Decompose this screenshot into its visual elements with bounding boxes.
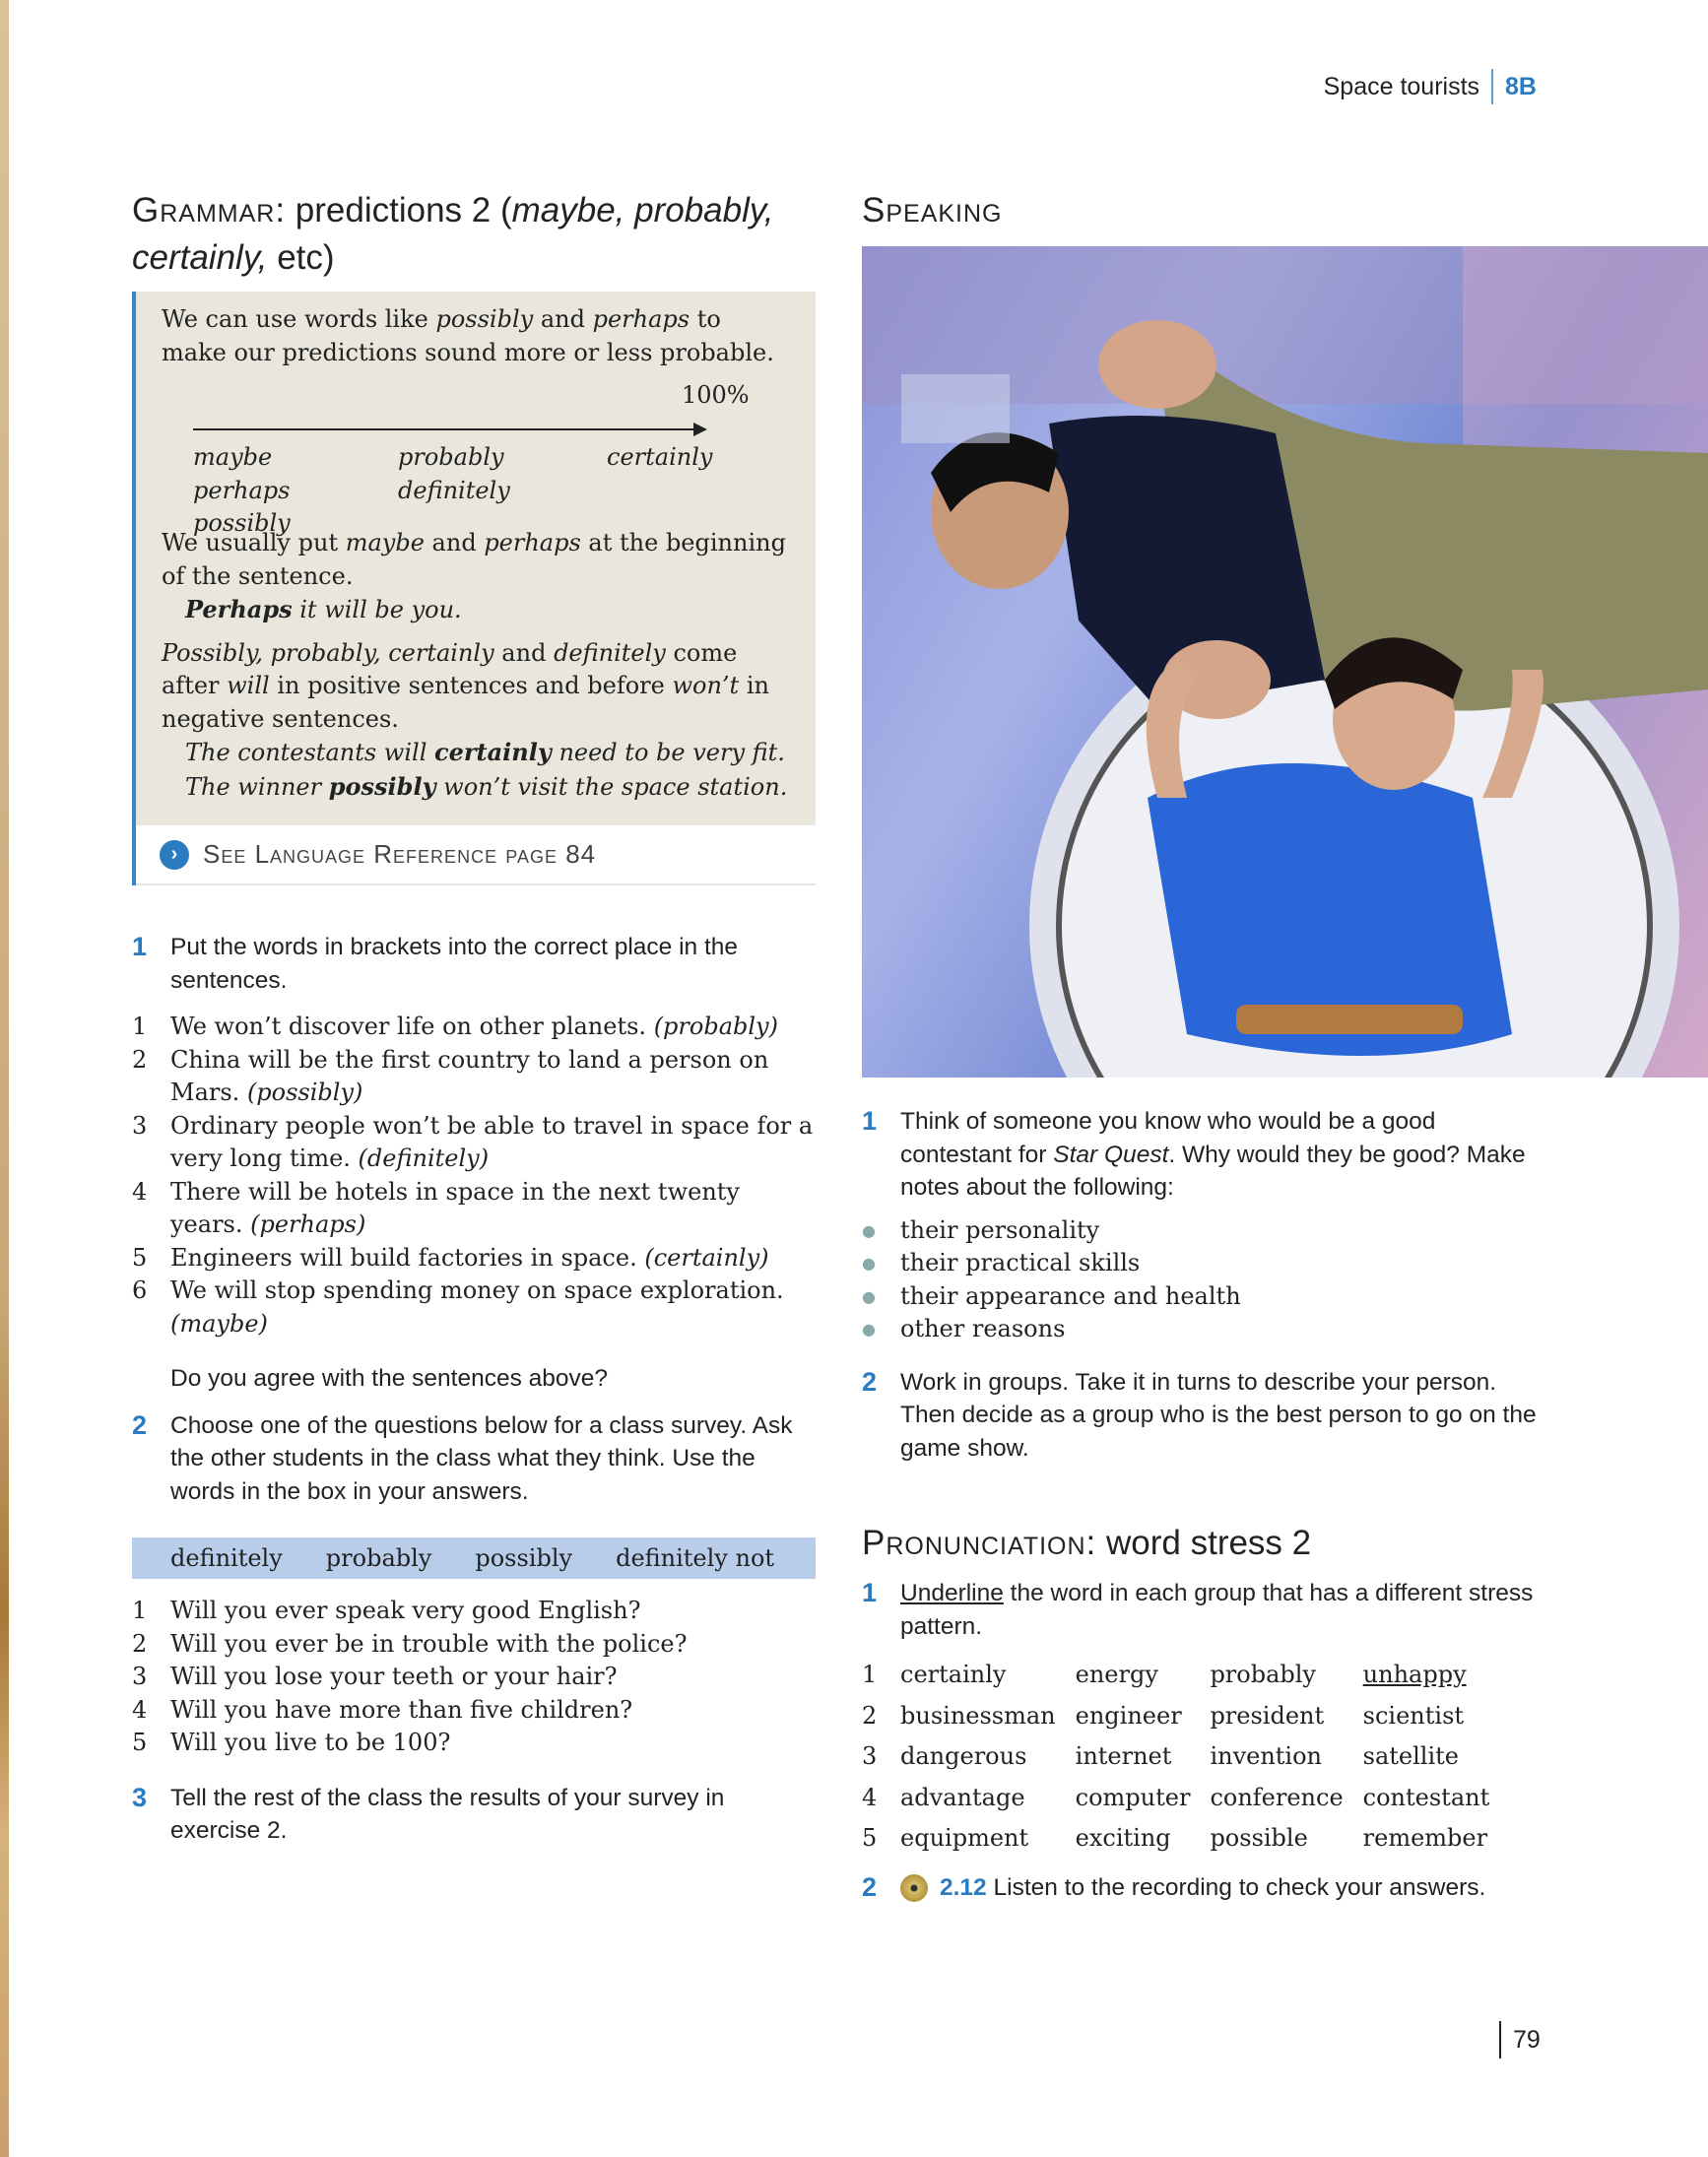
- astronauts-photo: [862, 246, 1708, 1078]
- list-item: 1 We won’t discover life on other planets. (probably): [132, 1013, 778, 1040]
- scale-group-low: maybe perhaps possibly: [193, 443, 291, 537]
- pronunciation-heading: Pronunciation: word stress 2: [862, 1524, 1312, 1562]
- page-number: 79: [1499, 2021, 1541, 2059]
- grammar-heading: Grammar: predictions 2 (maybe, probably, certainly, etc): [132, 191, 774, 277]
- unit-label: 8B: [1505, 72, 1537, 100]
- exercise-2: 2 Choose one of the questions below for a class survey. Ask the other students in the class what they think. Use the words in the box in your answers. definitely probably possibly definitely not 1 Will you ever speak very good English? 2 Will you ever be in trouble with the police? 3 Will you lose your teeth or your hair? 4 Will you have more than five children? 5 Will you live to be 100?: [132, 1409, 816, 1760]
- running-header: [1324, 69, 1537, 104]
- table-row: 3 dangerous internet invention satellite: [862, 1742, 1460, 1770]
- exercise-3: 3 Tell the rest of the class the results of your survey in exercise 2.: [132, 1782, 725, 1844]
- list-item: 4 There will be hotels in space in the next twenty years. (perhaps): [132, 1177, 740, 1238]
- grammar-box: [132, 292, 816, 885]
- list-item: ● other reasons: [862, 1315, 1066, 1342]
- chevron-right-icon: ›: [160, 840, 189, 870]
- list-item: 4 Will you have more than five children?: [132, 1695, 633, 1724]
- word-stress-table: [862, 1655, 1509, 1860]
- right-column: [862, 187, 1551, 1904]
- arrow: [193, 428, 705, 430]
- table-row: 4 advantage computer conference contestant: [862, 1783, 1490, 1811]
- speaking-heading: Speaking: [862, 191, 1003, 229]
- section-title: Space tourists: [1323, 72, 1480, 100]
- scale-max: 100%: [682, 381, 750, 409]
- table-row: 2 businessman engineer president scientist: [862, 1701, 1465, 1730]
- list-item: 6 We will stop spending money on space exploration. (maybe): [132, 1276, 784, 1338]
- divider: [1491, 69, 1493, 104]
- scale-group-mid: probably definitely: [398, 443, 510, 504]
- left-column: [132, 187, 816, 1848]
- list-item: 2 Will you ever be in trouble with the police?: [132, 1629, 688, 1658]
- pronunciation-exercise-2: 2 2.12 Listen to the recording to check your answers.: [862, 1871, 1486, 1902]
- probability-scale: [162, 379, 790, 537]
- list-item: 2 China will be the first country to land a person on Mars. (possibly): [132, 1045, 769, 1106]
- speaking-exercise-2: 2 Work in groups. Take it in turns to describe your person. Then decide as a group who is the best person to go on the game show.: [862, 1366, 1537, 1462]
- speaking-exercise-1: 1 Think of someone you know who would be a good contestant for Star Quest. Why would they be good? Make notes about the following: ● their personality ● their practical skills ● their appearance and health ● other reasons: [862, 1105, 1551, 1346]
- cd-audio-icon: [900, 1874, 928, 1902]
- language-reference-link[interactable]: › See Language Reference page 84: [136, 825, 816, 885]
- list-item: 3 Ordinary people won’t be able to travel in space for a very long time. (definitely): [132, 1111, 814, 1172]
- list-item: 5 Engineers will build factories in space. (certainly): [132, 1243, 769, 1272]
- list-item: 3 Will you lose your teeth or your hair?: [132, 1663, 618, 1690]
- list-item: ● their practical skills: [862, 1249, 1141, 1276]
- list-item: 5 Will you live to be 100?: [132, 1729, 451, 1756]
- grammar-rule-2: Possibly, probably, certainly and definitely come after will in positive sentences and before won’t in negative sentences. The contestants will certainly need to be very fit. The winner possibly won’t visit the space station.: [162, 638, 788, 801]
- page-edge: [0, 0, 9, 2157]
- list-item: 1 Will you ever speak very good English?: [132, 1597, 641, 1624]
- grammar-rule-1: We usually put maybe and perhaps at the beginning of the sentence. Perhaps it will be you.: [162, 529, 786, 623]
- exercise-1: 1 Put the words in brackets into the correct place in the sentences. 1 We won’t discover life on other planets. (probably) 2 China will be the first country to land a person on Mars. (possibly) 3 Ordinary people won’t be able to travel in space for a very long time. (definitely) 4 There will be hotels in space in the next twenty years. (perhaps) 5 Engineers will build factories in space. (certainly) 6 We will stop spending money on space exploration. (maybe) Do you agree with the sentences above?: [132, 931, 816, 1396]
- pronunciation-exercise-1: 1 Underline the word in each group that has a different stress pattern. 1 certainly energy probably unhappy 2 businessman engineer president scientist 3 dangerous internet invention satellite 4 advantage computer conference contestant 5 equipment exciting possible remember: [862, 1577, 1551, 1860]
- table-row: 5 equipment exciting possible remember: [862, 1824, 1488, 1852]
- grammar-intro: We can use words like possibly and perhaps to make our predictions sound more or less probable.: [162, 305, 774, 366]
- table-row: 1 certainly energy probably unhappy: [862, 1661, 1467, 1688]
- scale-group-high: certainly: [607, 443, 713, 471]
- word-box: definitely probably possibly definitely not: [132, 1537, 816, 1579]
- list-item: ● their personality: [862, 1215, 1100, 1244]
- list-item: ● their appearance and health: [862, 1281, 1241, 1310]
